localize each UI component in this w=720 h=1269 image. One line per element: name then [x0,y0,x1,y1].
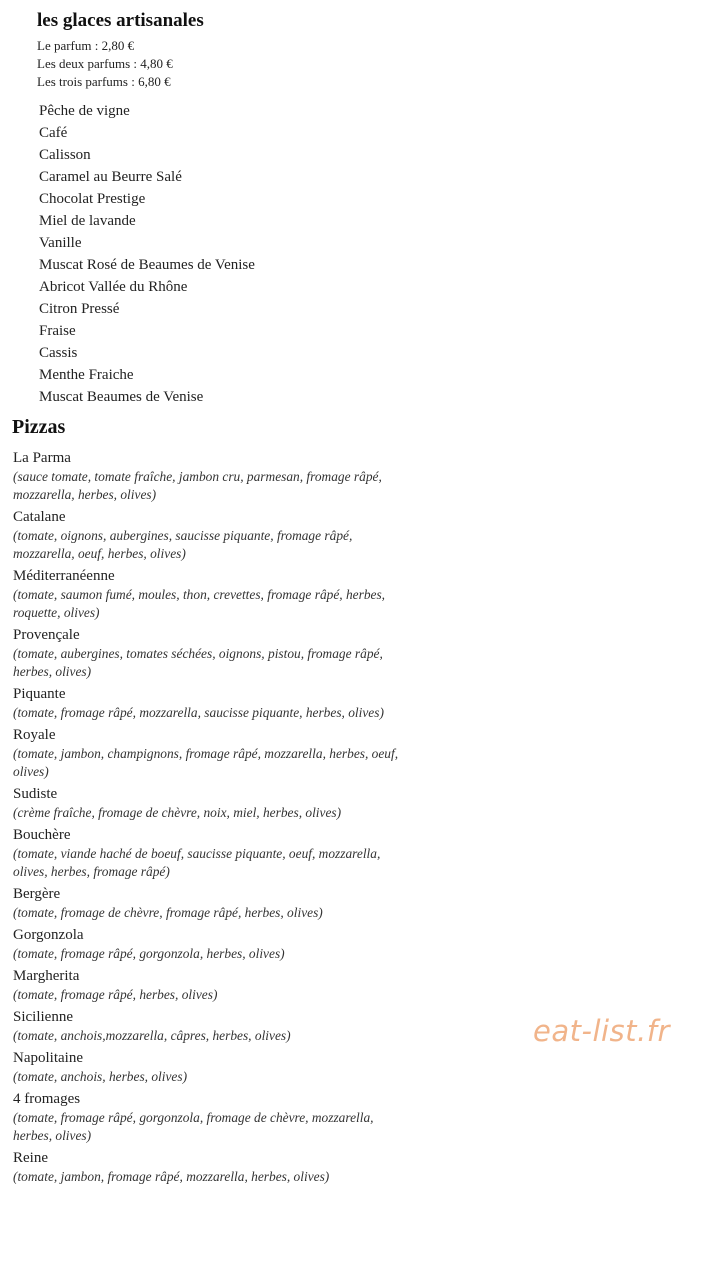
watermark-text: eat-list.fr [533,1014,670,1048]
flavour-item: Miel de lavande [39,213,136,229]
pizza-item [13,684,413,722]
pizza-item [13,784,413,822]
pizza-name: La Parma [13,450,71,466]
pizza-item [13,507,413,563]
pizza-ingredients: (tomate, fromage râpé, gorgonzola, herbes, olives) [13,946,285,961]
pizza-name: Bergère [13,886,61,902]
pizza-item [13,966,413,1004]
pizza-name: Napolitaine [13,1050,83,1066]
flavour-item: Chocolat Prestige [39,191,146,207]
pizza-ingredients: (tomate, jambon, champignons, fromage râpé, mozzarella, herbes, oeuf, olives) [13,746,399,779]
pizza-item [13,925,413,963]
pizza-ingredients: (tomate, saumon fumé, moules, thon, crevettes, fromage râpé, herbes, roquette, olives) [13,587,386,620]
pizza-item [13,825,413,881]
pizza-ingredients: (tomate, fromage râpé, herbes, olives) [13,987,218,1002]
pizza-name: Méditerranéenne [13,568,115,584]
flavour-item: Calisson [39,147,91,163]
pizza-ingredients: (tomate, viande haché de boeuf, saucisse piquante, oeuf, mozzarella, olives, herbes, fromage râpé) [13,846,381,879]
pizza-name: Reine [13,1150,48,1166]
pizza-name: Provençale [13,627,80,643]
ice-cream-section [37,9,255,408]
flavour-item: Muscat Beaumes de Venise [39,389,204,405]
pizza-ingredients: (tomate, fromage râpé, mozzarella, saucisse piquante, herbes, olives) [13,705,384,720]
pizza-ingredients: (tomate, oignons, aubergines, saucisse piquante, fromage râpé, mozzarella, oeuf, herbes, olives) [13,528,353,561]
pizza-item [13,566,413,622]
pizza-name: Gorgonzola [13,927,84,943]
pizza-item [13,1089,413,1145]
pizza-name: Bouchère [13,827,71,843]
pizza-ingredients: (tomate, jambon, fromage râpé, mozzarella, herbes, olives) [13,1169,330,1184]
pizza-item [13,448,413,504]
pizza-item [13,625,413,681]
flavour-list [39,100,255,408]
pizza-name: Catalane [13,509,66,525]
flavour-item: Caramel au Beurre Salé [39,169,182,185]
pizza-section [13,414,413,1189]
ice-cream-prices [37,37,255,91]
pizza-item [13,725,413,781]
pizza-item [13,1148,413,1186]
flavour-item: Café [39,125,68,141]
pizza-ingredients: (tomate, anchois,mozzarella, câpres, herbes, olives) [13,1028,291,1043]
pizza-item [13,1048,413,1086]
pizza-item [13,1007,413,1045]
pizza-ingredients: (tomate, aubergines, tomates séchées, oignons, pistou, fromage râpé, herbes, olives) [13,646,383,679]
pizza-ingredients: (tomate, fromage de chèvre, fromage râpé, herbes, olives) [13,905,323,920]
pizza-title: Pizzas [12,416,66,438]
flavour-item: Vanille [39,235,82,251]
price-three-scoops: Les trois parfums : 6,80 € [37,74,171,89]
flavour-item: Menthe Fraiche [39,367,134,383]
flavour-item: Muscat Rosé de Beaumes de Venise [39,257,255,273]
pizza-ingredients: (tomate, fromage râpé, gorgonzola, fromage de chèvre, mozzarella, herbes, olives) [13,1110,374,1143]
price-two-scoops: Les deux parfums : 4,80 € [37,56,173,71]
flavour-item: Citron Pressé [39,301,120,317]
ice-cream-title: les glaces artisanales [37,10,204,31]
pizza-ingredients: (sauce tomate, tomate fraîche, jambon cru, parmesan, fromage râpé, mozzarella, herbes, olives) [13,469,382,502]
flavour-item: Cassis [39,345,78,361]
pizza-name: Royale [13,727,56,743]
pizza-ingredients: (crème fraîche, fromage de chèvre, noix, miel, herbes, olives) [13,805,342,820]
flavour-item: Pêche de vigne [39,103,130,119]
pizza-name: Sudiste [13,786,58,802]
pizza-name: Piquante [13,686,66,702]
pizza-ingredients: (tomate, anchois, herbes, olives) [13,1069,188,1084]
flavour-item: Fraise [39,323,76,339]
pizza-name: Margherita [13,968,80,984]
price-one-scoop: Le parfum : 2,80 € [37,38,135,53]
pizza-name: 4 fromages [13,1091,81,1107]
pizza-name: Sicilienne [13,1009,73,1025]
pizza-item [13,884,413,922]
flavour-item: Abricot Vallée du Rhône [39,279,188,295]
